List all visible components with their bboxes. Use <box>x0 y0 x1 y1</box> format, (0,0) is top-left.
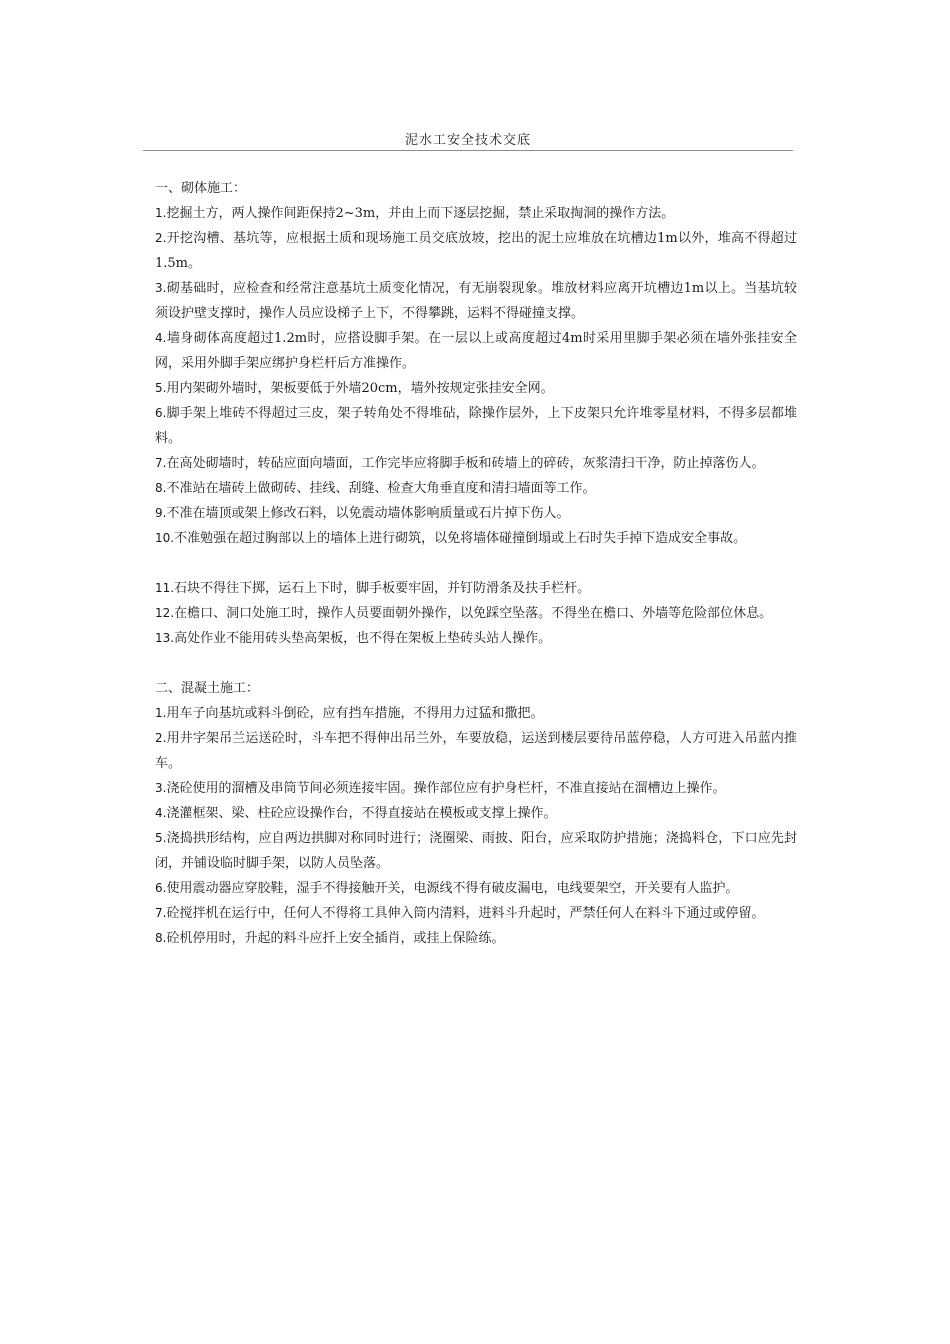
item-text: 墙身砌体高度超过1.2m时，应搭设脚手架。在一层以上或高度超过4m时采用里脚手架必须在墙外张挂安全网，采用外脚手架应绑护身栏杆后方准操作。 <box>155 331 797 371</box>
list-item <box>155 726 797 776</box>
item-number: 5. <box>155 831 167 845</box>
section-heading: 一、砌体施工： <box>155 181 247 196</box>
item-number: 2. <box>155 231 167 245</box>
section-masonry <box>155 176 797 651</box>
item-text: 浇灌框架、梁、柱砼应设操作台，不得直接站在模板或支撑上操作。 <box>166 806 557 821</box>
list-item <box>155 501 797 526</box>
item-number: 6. <box>155 406 167 420</box>
item-text: 砼机停用时，升起的料斗应扦上安全插肖，或挂上保险练。 <box>166 931 505 946</box>
item-text: 在檐口、洞口处施工时，操作人员要面朝外操作，以免踩空坠落。不得坐在檐口、外墙等危险部位休息。 <box>174 606 773 621</box>
item-number: 3. <box>155 781 167 795</box>
item-number: 10. <box>155 531 175 545</box>
item-number: 3. <box>155 281 167 295</box>
item-text: 高处作业不能用砖头垫高架板，也不得在架板上垫砖头站人操作。 <box>174 631 552 646</box>
list-item <box>155 476 797 501</box>
section-concrete <box>155 676 797 951</box>
item-number: 13. <box>155 631 175 645</box>
item-text: 砌基础时，应检查和经常注意基坑土质变化情况，有无崩裂现象。堆放材料应离开坑槽边1m以上。当基坑较须设护壁支撑时，操作人员应设梯子上下，不得攀跳，运料不得碰撞支撑。 <box>155 281 797 321</box>
item-number: 1. <box>155 206 167 220</box>
list-item <box>155 801 797 826</box>
item-number: 12. <box>155 606 175 620</box>
item-text: 石块不得往下掷，运石上下时，脚手板要牢固，并钉防滑条及扶手栏杆。 <box>174 581 591 596</box>
item-text: 在高处砌墙时，转砧应面向墙面，工作完毕应将脚手板和砖墙上的碎砖，灰浆清扫干净，防止掉落伤人。 <box>166 456 765 471</box>
item-text: 不准站在墙砖上做砌砖、挂线、刮缝、检查大角垂直度和清扫墙面等工作。 <box>166 481 596 496</box>
item-number: 5. <box>155 381 167 395</box>
item-text: 不准在墙顶或架上修改石料，以免震动墙体影响质量或石片掉下伤人。 <box>166 506 570 521</box>
list-item <box>155 276 797 326</box>
item-text: 使用震动器应穿胶鞋，湿手不得接触开关，电源线不得有破皮漏电，电线要架空，开关要有人监护。 <box>166 881 739 896</box>
item-number: 7. <box>155 456 167 470</box>
list-item <box>155 601 797 626</box>
item-text: 砼搅拌机在运行中，任何人不得将工具伸入筒内清料，进料斗升起时，严禁任何人在料斗下通过或停留。 <box>166 906 765 921</box>
item-text: 不准勉强在超过胸部以上的墙体上进行砌筑，以免将墙体碰撞倒塌或上石时失手掉下造成安全事故。 <box>174 531 747 546</box>
list-item <box>155 926 797 951</box>
list-item <box>155 376 797 401</box>
list-item <box>155 526 797 551</box>
item-text: 用内架砌外墙时，架板要低于外墙20cm，墙外按规定张挂安全网。 <box>166 381 554 396</box>
item-text: 浇砼使用的溜槽及串筒节间必须连接牢固。操作部位应有护身栏杆，不准直接站在溜槽边上操作。 <box>166 781 726 796</box>
item-number: 8. <box>155 481 167 495</box>
list-item <box>155 701 797 726</box>
item-number: 8. <box>155 931 167 945</box>
list-item <box>155 201 797 226</box>
list-item <box>155 326 797 376</box>
item-text: 浇捣拱形结构，应自两边拱脚对称同时进行；浇圈梁、雨披、阳台，应采取防护措施；浇捣料仓，下口应先封闭，并铺设临时脚手架，以防人员坠落。 <box>155 831 797 871</box>
item-number: 1. <box>155 706 167 720</box>
document-header <box>143 121 793 151</box>
list-item <box>155 576 797 601</box>
list-item <box>155 626 797 651</box>
section-heading: 二、混凝土施工： <box>155 681 260 696</box>
item-number: 2. <box>155 731 167 745</box>
item-number: 6. <box>155 881 167 895</box>
list-item <box>155 826 797 876</box>
list-item <box>155 401 797 451</box>
item-text: 用车子向基坑或料斗倒砼，应有挡车措施，不得用力过猛和撒把。 <box>166 706 544 721</box>
list-item <box>155 876 797 901</box>
item-number: 4. <box>155 806 167 820</box>
document-body <box>155 176 797 951</box>
list-item <box>155 226 797 276</box>
item-number: 4. <box>155 331 167 345</box>
item-text: 开挖沟槽、基坑等，应根据土质和现场施工员交底放坡，挖出的泥土应堆放在坑槽边1m以外，堆高不得超过1.5m。 <box>155 231 797 271</box>
item-text: 用井字架吊兰运送砼时，斗车把不得伸出吊兰外，车要放稳，运送到楼层要待吊蓝停稳，人方可进入吊蓝内推车。 <box>155 731 797 771</box>
list-item <box>155 901 797 926</box>
list-item <box>155 451 797 476</box>
item-text: 脚手架上堆砖不得超过三皮，架子转角处不得堆砧，除操作层外，上下皮架只允许堆零星材料，不得多层都堆料。 <box>155 406 797 446</box>
item-number: 9. <box>155 506 167 520</box>
section-spacer <box>155 651 797 676</box>
document-title: 泥水工安全技术交底 <box>404 133 531 148</box>
item-number: 7. <box>155 906 167 920</box>
paragraph-spacer <box>155 551 797 576</box>
item-number: 11. <box>155 581 175 595</box>
list-item <box>155 776 797 801</box>
item-text: 挖掘土方，两人操作间距保持2~3m，并由上而下逐层挖掘，禁止采取掏洞的操作方法。 <box>166 206 675 221</box>
